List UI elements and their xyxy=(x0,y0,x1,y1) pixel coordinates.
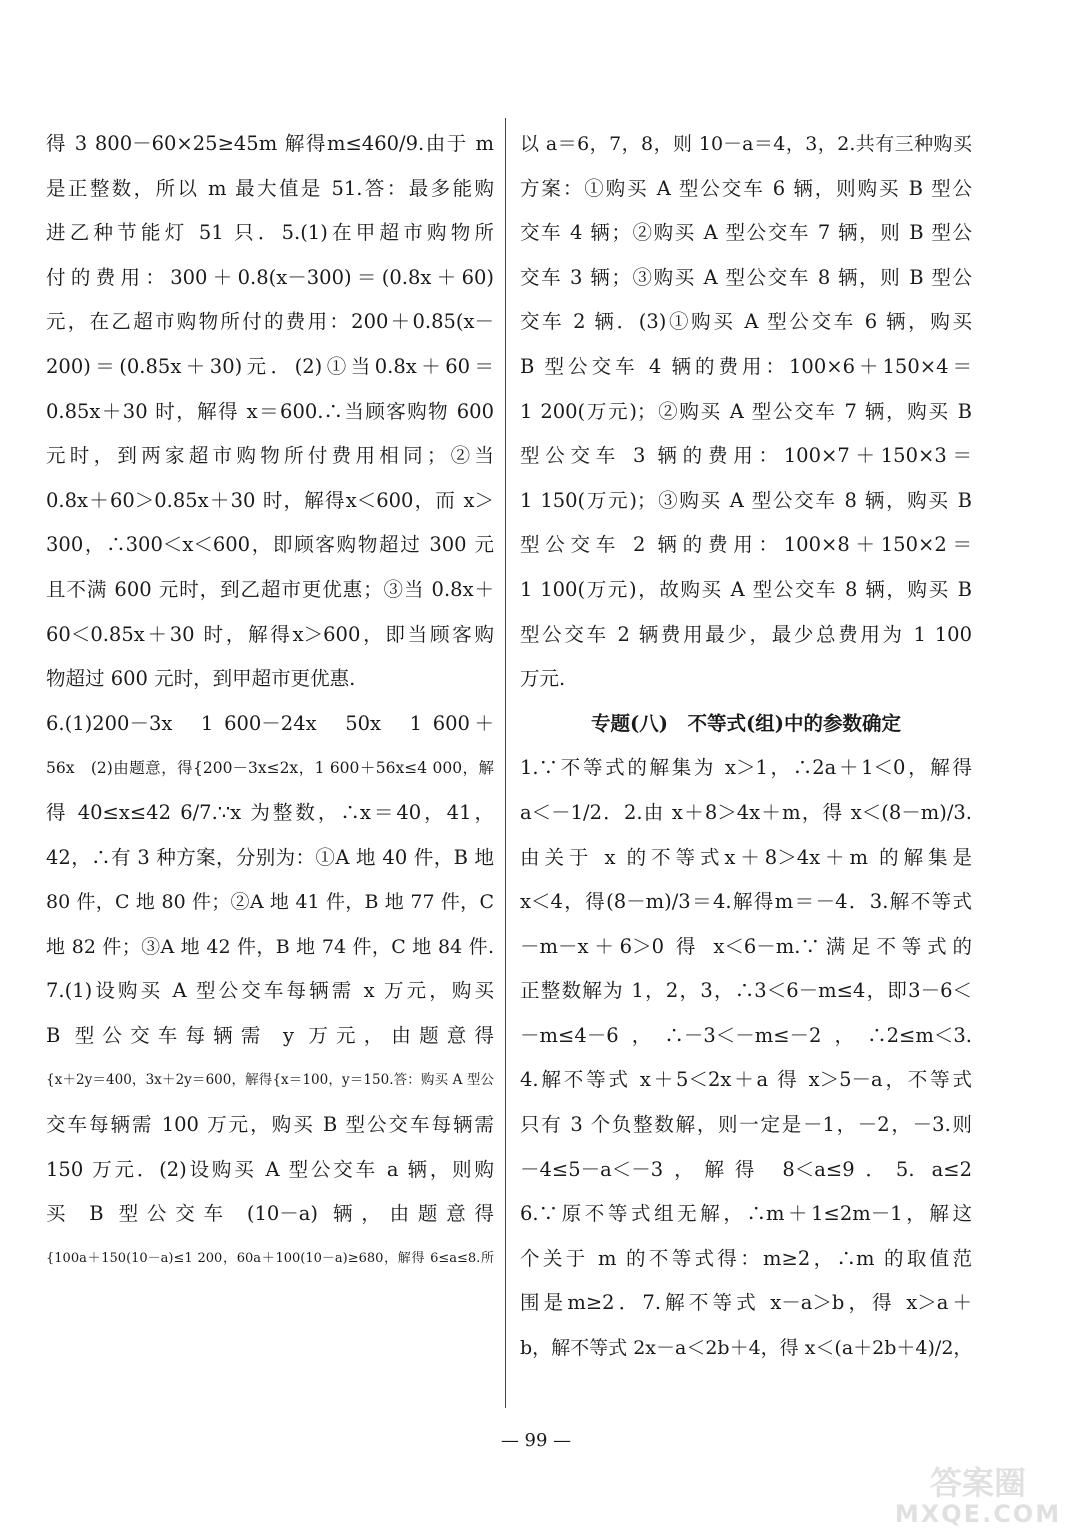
text-line: 200)＝(0.85x＋30)元．(2)①当0.8x＋60＝ xyxy=(46,354,494,378)
text-line: 只有 3 个负整数解，则一定是－1，－2，－3.则 xyxy=(520,1113,972,1137)
text-line: 0.85x＋30 时，解得 x＝600.∴当顾客购物 600 xyxy=(46,399,494,423)
text-line: 由关于 x 的不等式x＋8＞4x＋m 的解集是 xyxy=(520,845,972,869)
text-line: 付的费用：300＋0.8(x－300)＝(0.8x＋60) xyxy=(46,265,494,289)
text-line: －m－x＋6＞0 得 x＜6－m.∵满足不等式的 xyxy=(520,934,972,958)
text-line: 物超过 600 元时，到甲超市更优惠. xyxy=(46,667,356,691)
text-line: a＜－1/2．2.由 x＋8＞4x＋m，得 x＜(8－m)/3. xyxy=(520,800,972,824)
watermark-url: MXQE.COM xyxy=(894,1500,1062,1528)
text-line: 7.(1)设购买 A 型公交车每辆需 x 万元，购买 xyxy=(46,979,494,1003)
text-line: 得 40≤x≤42 6/7.∵x 为整数，∴x＝40，41， xyxy=(46,800,494,824)
text-line: 1 200(万元)；②购买 A 型公交车 7 辆，购买 B xyxy=(520,399,972,423)
page-number: — 99 — xyxy=(500,1430,572,1451)
text-line: 方案：①购买 A 型公交车 6 辆，则购买 B 型公 xyxy=(520,176,972,200)
text-line: {100a＋150(10－a)≤1 200，60a＋100(10－a)≥680，解得 6≤a≤8.所 xyxy=(46,1250,494,1266)
text-line: 个关于 m 的不等式得：m≥2，∴m 的取值范 xyxy=(520,1246,972,1270)
text-line: 元，在乙超市购物所付的费用：200＋0.85(x－ xyxy=(46,310,494,334)
text-line: 1 150(万元)；③购买 A 型公交车 8 辆，购买 B xyxy=(520,488,972,512)
text-line: 型公交车 2 辆费用最少，最少总费用为 1 100 xyxy=(520,622,972,646)
text-line: x＜4，得(8－m)/3＝4.解得m＝－4．3.解不等式 xyxy=(520,890,972,914)
text-line: 6.∵原不等式组无解，∴m＋1≤2m－1，解这 xyxy=(520,1202,972,1226)
watermark-logo: 答案圈 xyxy=(929,1464,1026,1502)
text-line: 300，∴300＜x＜600，即顾客购物超过 300 元 xyxy=(46,533,494,557)
text-line: 型公交车 2 辆的费用：100×8＋150×2＝ xyxy=(520,533,972,557)
text-line: 万元. xyxy=(520,667,566,691)
text-line: 1 100(万元)，故购买 A 型公交车 8 辆，购买 B xyxy=(520,577,972,601)
text-line: 正整数解为 1，2，3，∴3＜6－m≤4，即3－6＜ xyxy=(520,979,972,1003)
watermark xyxy=(888,1458,1068,1532)
text-line: 60＜0.85x＋30 时，解得x＞600，即当顾客购 xyxy=(46,622,494,646)
text-line: 80 件，C 地 80 件；②A 地 41 件，B 地 77 件，C xyxy=(46,891,494,914)
text-line: 56x (2)由题意，得{200－3x≤2x，1 600＋56x≤4 000，解 xyxy=(46,759,494,778)
text-line: 6.(1)200－3x 1 600－24x 50x 1 600＋ xyxy=(46,711,494,735)
text-line: 4.解不等式 x＋5＜2x＋a 得 x＞5－a，不等式 xyxy=(520,1068,972,1092)
text-line: －m≤4－6，∴－3＜－m≤－2，∴2≤m＜3. xyxy=(520,1023,972,1047)
text-line: 地 82 件；③A 地 42 件，B 地 74 件，C 地 84 件. xyxy=(46,935,494,958)
text-line: B 型公交车每辆需 y 万元，由题意得 xyxy=(46,1023,494,1047)
text-line: 型公交车 3 辆的费用：100×7＋150×3＝ xyxy=(520,444,972,468)
column-divider xyxy=(505,118,506,1408)
text-line: 交车每辆需 100 万元，购买 B 型公交车每辆需 xyxy=(46,1113,494,1137)
text-line: 是正整数，所以 m 最大值是 51.答：最多能购 xyxy=(46,176,494,200)
text-line: b，解不等式 2x－a＜2b＋4，得 x＜(a＋2b＋4)/2， xyxy=(520,1337,972,1360)
text-line: B 型公交车 4 辆的费用：100×6＋150×4＝ xyxy=(520,354,972,378)
text-line: 以 a＝6，7，8，则 10－a＝4，3，2.共有三种购买 xyxy=(520,133,972,155)
right-column xyxy=(520,122,972,1371)
text-line: 42，∴有 3 种方案，分别为：①A 地 40 件，B 地 xyxy=(46,845,494,869)
text-line: －4≤5－a＜－3，解得 8＜a≤9．5. a≤2 xyxy=(520,1157,972,1181)
text-line: 0.8x＋60＞0.85x＋30 时，解得x＜600，而 x＞ xyxy=(46,488,494,512)
text-line: 交车 4 辆；②购买 A 型公交车 7 辆，则 B 型公 xyxy=(520,221,972,245)
text-line: 围是m≥2．7.解不等式 x－a＞b，得 x＞a＋ xyxy=(520,1291,972,1315)
section-heading: 专题(八) 不等式(组)中的参数确定 xyxy=(591,711,901,735)
text-line: 买 B 型公交车 (10－a) 辆，由题意得 xyxy=(46,1202,494,1226)
text-line: 1.∵不等式的解集为 x＞1，∴2a＋1＜0，解得 xyxy=(520,756,972,780)
left-column xyxy=(46,122,494,1281)
text-line: 150 万元．(2)设购买 A 型公交车 a 辆，则购 xyxy=(46,1157,494,1181)
text-line: 得 3 800－60×25≥45m 解得m≤460/9.由于 m xyxy=(46,132,494,155)
text-line: 元时，到两家超市购物所付费用相同；②当 xyxy=(46,444,494,468)
text-line: {x＋2y＝400，3x＋2y＝600，解得{x＝100，y＝150.答：购买 A 型公 xyxy=(46,1072,494,1089)
text-line: 交车 3 辆；③购买 A 型公交车 8 辆，则 B 型公 xyxy=(520,265,972,289)
text-line: 且不满 600 元时，到乙超市更优惠；③当 0.8x＋ xyxy=(46,577,494,601)
text-line: 进乙种节能灯 51 只．5.(1)在甲超市购物所 xyxy=(46,221,494,245)
text-line: 交车 2 辆．(3)①购买 A 型公交车 6 辆，购买 xyxy=(520,310,972,334)
